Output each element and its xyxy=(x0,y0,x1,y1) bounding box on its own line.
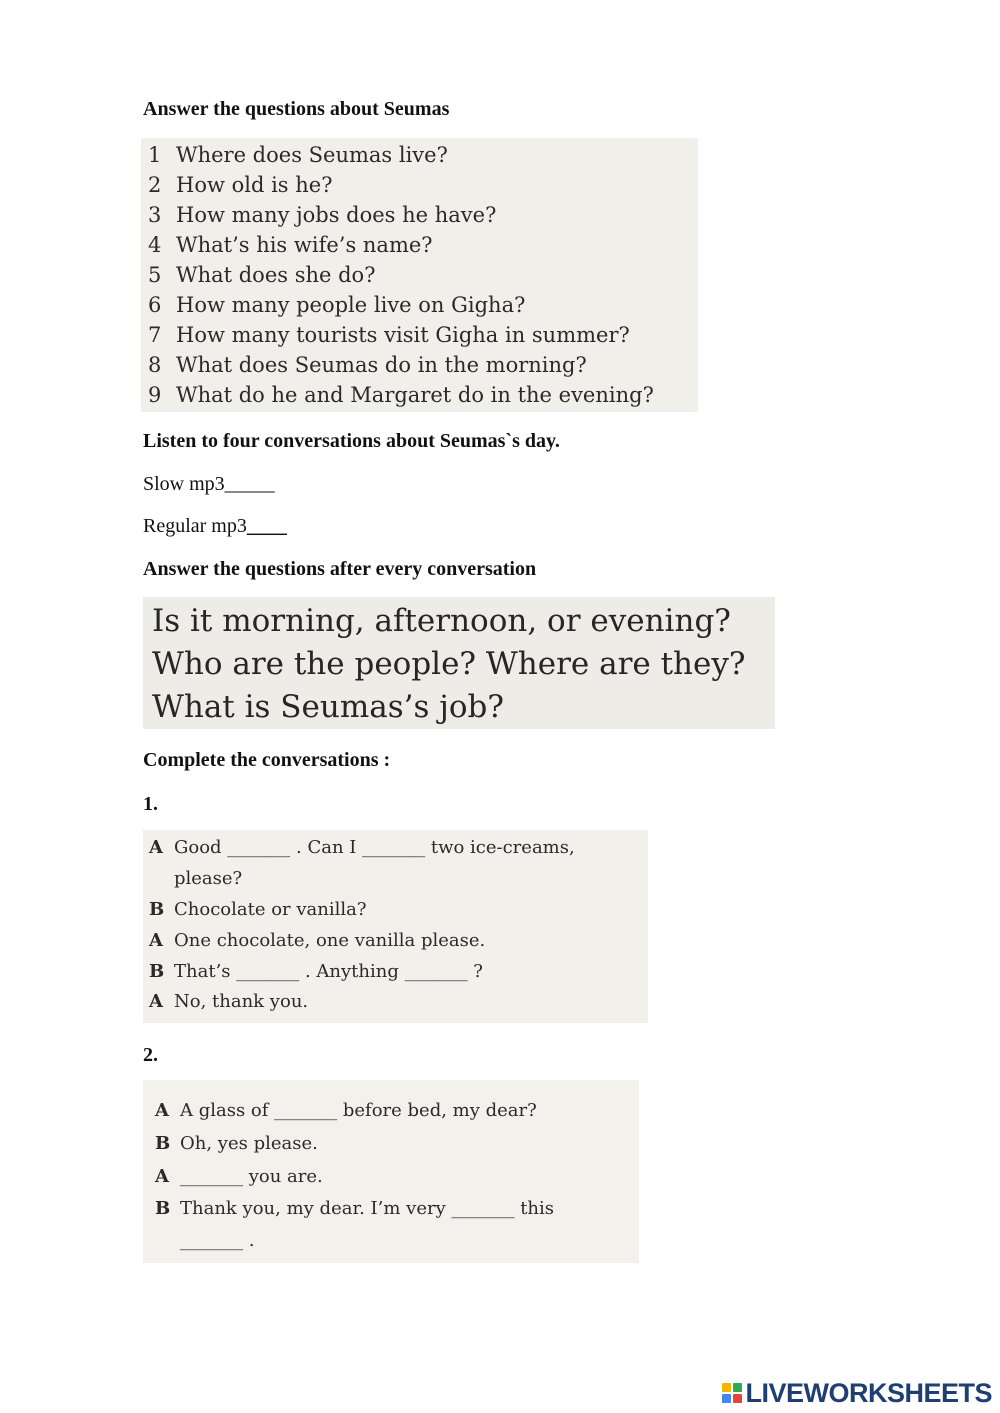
dialogue-line: A Good _______ . Can I _______ two ice-creams, xyxy=(149,837,575,858)
regular-mp3-blank: ____ xyxy=(246,515,287,537)
conversation-question-line: What is Seumas’s job? xyxy=(152,689,504,725)
logo-square xyxy=(733,1394,742,1403)
section-heading-complete: Complete the conversations : xyxy=(143,749,391,771)
question-item: 1 Where does Seumas live? xyxy=(148,143,448,167)
dialogue-line: A No, thank you. xyxy=(149,991,309,1012)
conversation-number-2: 2. xyxy=(143,1044,158,1066)
question-item: 6 How many people live on Gigha? xyxy=(148,293,526,317)
liveworksheets-logo-text: LIVEWORKSHEETS xyxy=(745,1377,992,1408)
dialogue-line: A _______ you are. xyxy=(155,1166,323,1187)
question-item: 3 How many jobs does he have? xyxy=(148,203,497,227)
conversation-number-1: 1. xyxy=(143,793,158,815)
conversation-question-line: Is it morning, afternoon, or evening? xyxy=(152,603,731,639)
dialogue-line: A One chocolate, one vanilla please. xyxy=(149,930,486,951)
dialogue-line: _______ . xyxy=(180,1230,255,1251)
section-heading-questions: Answer the questions about Seumas xyxy=(143,98,450,120)
dialogue-line: B Chocolate or vanilla? xyxy=(149,899,367,920)
dialogue-line: B Thank you, my dear. I’m very _______ this xyxy=(155,1198,555,1219)
question-item: 5 What does she do? xyxy=(148,263,376,287)
section-heading-listen: Listen to four conversations about Seumas`s day. xyxy=(143,430,560,452)
questions-image-panel xyxy=(141,138,698,412)
regular-mp3-link[interactable] xyxy=(143,514,287,538)
conversation-questions-image-panel xyxy=(143,597,775,729)
question-item: 9 What do he and Margaret do in the evening? xyxy=(148,383,654,407)
logo-square xyxy=(733,1383,742,1392)
question-item: 4 What’s his wife’s name? xyxy=(148,233,433,257)
liveworksheets-logo xyxy=(722,1378,992,1408)
slow-mp3-link[interactable]: Slow mp3_____ xyxy=(143,473,275,495)
logo-square xyxy=(722,1394,731,1403)
dialogue-line: B That’s _______ . Anything _______ ? xyxy=(149,961,483,982)
question-item: 7 How many tourists visit Gigha in summer? xyxy=(148,323,630,347)
question-item: 8 What does Seumas do in the morning? xyxy=(148,353,587,377)
regular-mp3-label: Regular mp3 xyxy=(143,515,247,537)
logo-square xyxy=(722,1383,731,1392)
liveworksheets-logo-icon xyxy=(722,1383,742,1403)
section-heading-after-conversation: Answer the questions after every conversation xyxy=(143,558,537,580)
conversation-2-image-panel xyxy=(143,1080,639,1263)
dialogue-line: B Oh, yes please. xyxy=(155,1133,318,1154)
conversation-question-line: Who are the people? Where are they? xyxy=(152,646,746,682)
dialogue-line: please? xyxy=(174,868,243,889)
conversation-1-image-panel xyxy=(143,830,648,1023)
question-item: 2 How old is he? xyxy=(148,173,333,197)
dialogue-line: A A glass of _______ before bed, my dear? xyxy=(155,1100,537,1121)
